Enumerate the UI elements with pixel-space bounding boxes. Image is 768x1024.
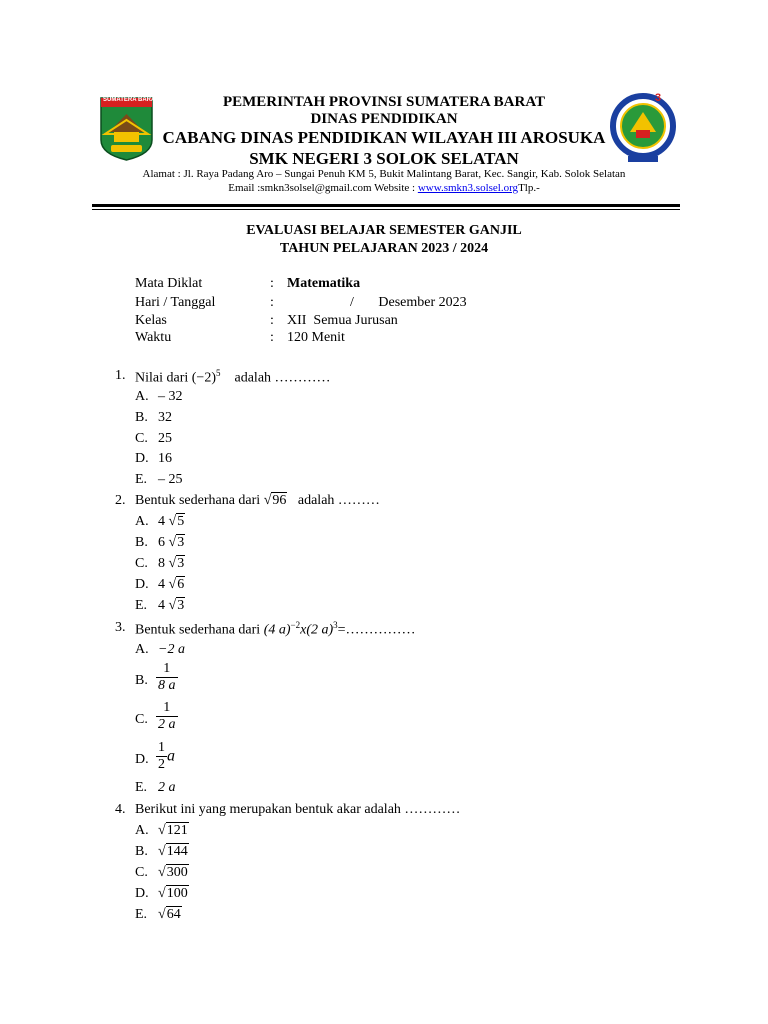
option-fraction [156, 740, 175, 773]
info-value-subject: Matematika [287, 276, 361, 291]
question-3-text [135, 620, 416, 639]
option-letter: B. [135, 410, 148, 425]
contact-line [0, 182, 768, 194]
option-letter: C. [135, 712, 148, 727]
header-line-3: CABANG DINAS PENDIDIKAN WILAYAH III AROSUKA [162, 128, 606, 147]
coefficient: 4 [158, 514, 165, 529]
option-fraction [156, 700, 178, 733]
header-rule-thin [92, 209, 680, 210]
coefficient: 6 [158, 535, 165, 550]
option-letter: C. [135, 556, 148, 571]
option-radical: 4 √3 [158, 598, 185, 613]
radical: √96 [263, 493, 287, 508]
variable: a [167, 747, 175, 765]
question-text: Bentuk sederhana dari [135, 622, 261, 638]
question-number: 2. [115, 493, 126, 508]
math-expression: (−2) [191, 370, 216, 386]
radicand: 100 [166, 886, 188, 901]
radicand: 144 [166, 844, 188, 859]
question-number: 3. [115, 620, 126, 635]
math-expression: (4 a) [263, 622, 291, 638]
option-radical: √64 [158, 907, 181, 922]
exponent: −2 [290, 620, 301, 630]
option-text: 32 [158, 410, 172, 425]
website-link[interactable]: www.smkn3.solsel.org [417, 182, 519, 194]
radicand: 64 [166, 907, 181, 922]
option-letter: A. [135, 823, 149, 838]
option-letter: D. [135, 886, 149, 901]
option-letter: C. [135, 431, 148, 446]
header-rule-thick [92, 204, 680, 207]
header-line-1: PEMERINTAH PROVINSI SUMATERA BARAT [222, 94, 546, 110]
option-text: 2 a [158, 780, 176, 795]
option-letter: C. [135, 865, 148, 880]
question-text: adalah ………… [234, 370, 331, 386]
info-value-class: XII Semua Jurusan [287, 313, 398, 328]
radicand: 300 [166, 865, 188, 880]
option-letter: D. [135, 451, 149, 466]
math-operator: x [300, 622, 307, 638]
question-text: adalah ……… [297, 493, 380, 508]
option-text: 25 [158, 431, 172, 446]
radicand: 5 [177, 514, 185, 529]
option-letter: E. [135, 907, 148, 922]
question-text: Bentuk sederhana dari [135, 493, 261, 508]
option-text: 16 [158, 451, 172, 466]
info-colon: : [270, 330, 274, 345]
numerator: 1 [158, 740, 165, 755]
option-letter: A. [135, 642, 149, 657]
option-letter: D. [135, 752, 149, 767]
question-2-text [135, 493, 380, 509]
question-number: 4. [115, 802, 126, 817]
option-letter: D. [135, 577, 149, 592]
exam-year: TAHUN PELAJARAN 2023 / 2024 [279, 241, 489, 256]
exponent: 5 [216, 368, 221, 378]
info-colon: : [270, 295, 274, 310]
question-number: 1. [115, 368, 126, 383]
province-logo-caption: SUMATERA BARAT [103, 97, 159, 103]
header-line-2: DINAS PENDIDIKAN [310, 111, 458, 127]
question-text: =…………… [337, 622, 416, 638]
option-letter: B. [135, 535, 148, 550]
option-radical: 6 √3 [158, 535, 185, 550]
option-letter: E. [135, 780, 148, 795]
radicand: 3 [177, 535, 185, 550]
info-label-class: Kelas [135, 313, 167, 328]
numerator: 1 [156, 700, 178, 717]
info-label-date: Hari / Tanggal [135, 295, 216, 310]
coefficient: 8 [158, 556, 165, 571]
option-radical: √300 [158, 865, 188, 880]
option-radical: 8 √3 [158, 556, 185, 571]
radicand: 96 [272, 493, 287, 508]
option-text: −2 a [158, 642, 185, 657]
info-label-time: Waktu [135, 330, 172, 345]
question-text: Nilai dari [135, 370, 189, 386]
option-radical: √121 [158, 823, 188, 838]
info-label-subject: Mata Diklat [135, 276, 203, 291]
email-text: Email :smkn3solsel@gmail.com Website : [228, 182, 418, 194]
math-expression: (2 a) [306, 622, 334, 638]
option-radical: 4 √5 [158, 514, 185, 529]
exam-title: EVALUASI BELAJAR SEMESTER GANJIL [246, 223, 522, 238]
option-fraction [156, 661, 178, 694]
option-radical: 4 √6 [158, 577, 185, 592]
option-letter: E. [135, 472, 148, 487]
info-colon: : [270, 276, 274, 291]
denominator: 2 a [158, 717, 176, 732]
option-radical: √144 [158, 844, 188, 859]
question-1-text [135, 368, 331, 387]
exponent: 3 [333, 620, 338, 630]
radicand: 3 [177, 556, 185, 571]
option-letter: B. [135, 673, 148, 688]
option-letter: A. [135, 514, 149, 529]
question-text: Berikut ini yang merupakan bentuk akar adalah ………… [135, 802, 461, 817]
info-colon: : [270, 313, 274, 328]
radicand: 3 [177, 598, 185, 613]
info-value-time: 120 Menit [287, 330, 345, 345]
svg-text:3: 3 [655, 92, 662, 104]
radicand: 6 [177, 577, 185, 592]
option-text: – 25 [158, 472, 183, 487]
numerator: 1 [156, 661, 178, 678]
denominator: 8 a [158, 678, 176, 693]
phone-text: Tlp.- [518, 182, 540, 194]
info-value-date: / Desember 2023 [350, 295, 467, 310]
option-letter: A. [135, 389, 149, 404]
school-address: Alamat : Jl. Raya Padang Aro – Sungai Penuh KM 5, Bukit Malintang Barat, Kec. Sangir, Kab. Solok Selatan [142, 168, 626, 180]
option-letter: E. [135, 598, 148, 613]
option-radical: √100 [158, 886, 188, 901]
option-letter: B. [135, 844, 148, 859]
denominator: 2 [158, 757, 165, 772]
coefficient: 4 [158, 598, 165, 613]
radicand: 121 [166, 823, 188, 838]
option-text: – 32 [158, 389, 183, 404]
coefficient: 4 [158, 577, 165, 592]
school-name: SMK NEGERI 3 SOLOK SELATAN [249, 149, 519, 168]
